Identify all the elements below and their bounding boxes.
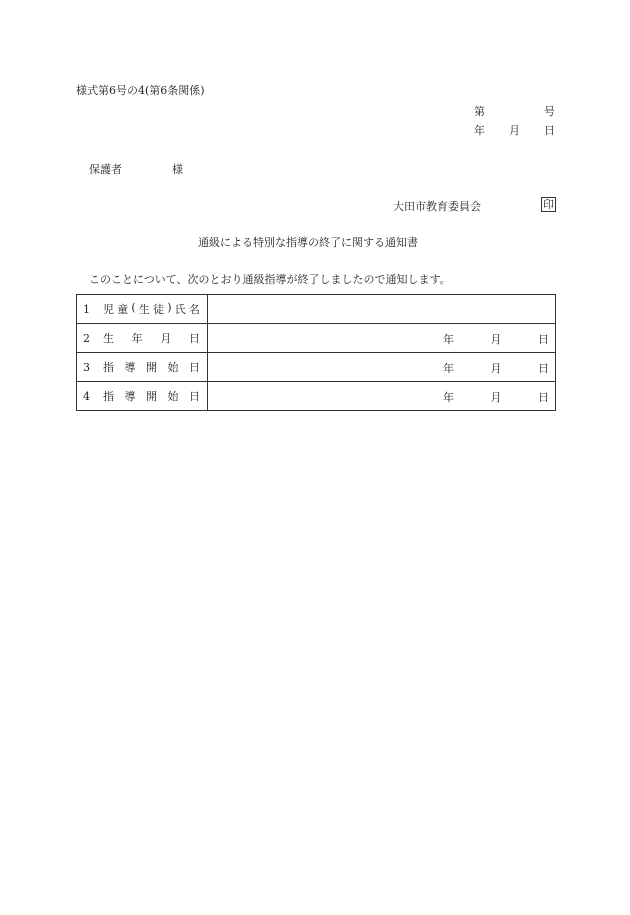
row-label-char: 指 [103,361,114,374]
row-label-cell [77,295,208,324]
row-label-cell [77,324,208,353]
row-label-cell [77,353,208,382]
recipient-label: 保護者 [89,163,122,176]
table-row [77,382,556,411]
row-label-char: 年 [131,332,143,345]
table-row [77,295,556,324]
row-number: 1 [83,302,90,316]
row-label-char: 開 [146,390,157,403]
date-month-label: 月 [490,333,502,346]
row-label [103,301,200,317]
body-text: このことについて、次のとおり通級指導が終了しましたので通知します。 [89,273,451,286]
row-label-char: 生 [138,303,150,316]
row-label-char: 童 [117,303,129,316]
document-number-prefix: 第 [474,105,485,118]
row-number: 2 [83,331,90,345]
row-label-cell [77,382,208,411]
row-label-char: 日 [189,361,200,374]
row-label-char: 日 [189,390,200,403]
date-day-label: 日 [538,362,549,375]
date-day-label: 日 [538,333,549,346]
row-label-char: ) [167,301,172,314]
document-title: 通級による特別な指導の終了に関する通知書 [198,236,418,249]
date-month-label: 月 [490,362,502,375]
issue-date-day: 日 [544,124,555,137]
date-day-label: 日 [538,391,549,404]
row-label-char: 月 [160,332,172,345]
date-fields [443,389,549,405]
row-label [103,359,200,375]
issue-date-year: 年 [474,124,485,137]
row-value-cell[interactable] [208,382,556,411]
date-year-label: 年 [443,333,454,346]
row-label-char: 氏 [174,303,186,316]
info-table [76,294,556,411]
row-label-char: 名 [188,303,200,316]
table-row [77,353,556,382]
date-fields [443,331,549,347]
row-value-cell[interactable] [208,295,556,324]
row-label-char: 導 [124,361,136,374]
row-number: 4 [83,389,90,403]
row-label-char: 日 [188,332,200,345]
row-value-cell[interactable] [208,353,556,382]
row-label-char: 児 [103,303,114,316]
row-label-char: 始 [167,361,179,374]
recipient-honorific: 様 [172,163,183,176]
sender-name: 大田市教育委員会 [393,200,481,213]
row-value-cell[interactable] [208,324,556,353]
issue-date-month: 月 [509,124,520,137]
date-month-label: 月 [490,391,502,404]
row-label-char: ( [131,301,136,314]
seal-label: 印 [543,198,554,211]
row-label [103,388,200,404]
row-label-char: 生 [103,332,114,345]
row-label-char: 徒 [153,303,165,316]
row-label-char: 始 [167,390,179,403]
row-number: 3 [83,360,90,374]
form-id: 様式第6号の4(第6条関係) [76,84,205,97]
date-year-label: 年 [443,362,454,375]
row-label [103,330,200,346]
table-row [77,324,556,353]
row-label-char: 指 [103,390,114,403]
date-year-label: 年 [443,391,454,404]
row-label-char: 開 [146,361,157,374]
document-number-suffix: 号 [544,105,555,118]
row-label-char: 導 [124,390,136,403]
date-fields [443,360,549,376]
seal-mark [541,198,556,212]
